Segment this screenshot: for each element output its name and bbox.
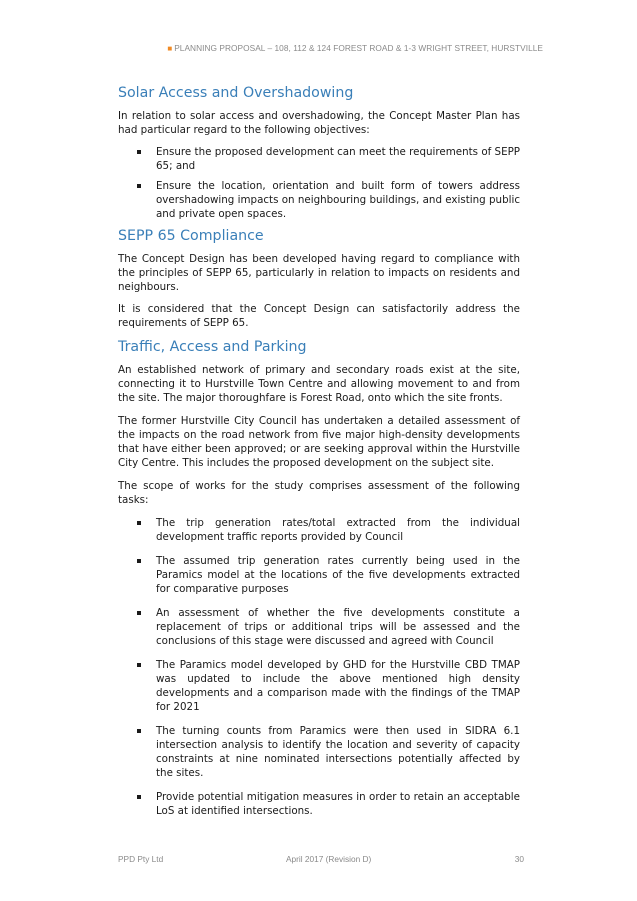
list-item-text: The Paramics model developed by GHD for the Hurstville CBD TMAP was updated to include the above mentioned high density developments and a comparison made with the findings of the TMAP for 2021 [156, 659, 520, 713]
section-heading-traffic: Traffic, Access and Parking [118, 339, 307, 355]
section-heading-solar: Solar Access and Overshadowing [118, 85, 354, 101]
list-item [118, 658, 520, 714]
footer-company: PPD Pty Ltd [118, 854, 164, 864]
sepp-paragraph: The Concept Design has been developed having regard to compliance with the principles of SEPP 65, particularly in relation to impacts on residents and neighbours. [118, 253, 520, 293]
page-footer [118, 854, 524, 866]
square-bullet-icon [137, 729, 141, 733]
traffic-paragraph: The former Hurstville City Council has undertaken a detailed assessment of the impacts on the road network from five major high-density developments that have either been approved; or are seeking approval within the Hurstville City Centre. This includes the proposed development on the subject site. [118, 415, 520, 469]
solar-intro-paragraph: In relation to solar access and overshadowing, the Concept Master Plan has had particular regard to the following objectives: [118, 110, 520, 136]
section-sepp65 [118, 227, 520, 330]
section-traffic [118, 338, 520, 818]
list-item [118, 724, 520, 780]
list-item [118, 179, 520, 221]
list-item-text: Provide potential mitigation measures in order to retain an acceptable LoS at identified intersections. [156, 791, 520, 817]
list-item-text: An assessment of whether the five developments constitute a replacement of trips or additional trips will be assessed and the conclusions of this stage were discussed and agreed with Council [156, 607, 520, 647]
section-solar-access [118, 84, 520, 221]
header-text: PLANNING PROPOSAL – 108, 112 & 124 FOREST ROAD & 1-3 WRIGHT STREET, HURSTVILLE [174, 43, 543, 53]
solar-objectives-list [118, 145, 520, 221]
list-item [118, 554, 520, 596]
running-header [0, 43, 543, 53]
list-item [118, 606, 520, 648]
footer-date: April 2017 (Revision D) [286, 854, 372, 864]
list-item-text: Ensure the proposed development can meet the requirements of SEPP 65; and [156, 146, 520, 172]
traffic-paragraph: The scope of works for the study comprises assessment of the following tasks: [118, 480, 520, 506]
header-marker-icon: ■ [167, 44, 173, 53]
page-content [118, 84, 520, 828]
square-bullet-icon [137, 559, 141, 563]
sepp-paragraph: It is considered that the Concept Design can satisfactorily address the requirements of SEPP 65. [118, 303, 520, 329]
list-item [118, 790, 520, 818]
list-item-text: The assumed trip generation rates currently being used in the Paramics model at the locations of the five developments extracted for comparative purposes [156, 555, 520, 595]
page-number: 30 [514, 854, 524, 864]
square-bullet-icon [137, 795, 141, 799]
square-bullet-icon [137, 521, 141, 525]
list-item [118, 145, 520, 173]
traffic-tasks-list [118, 516, 520, 818]
square-bullet-icon [137, 150, 141, 154]
list-item [118, 516, 520, 544]
square-bullet-icon [137, 611, 141, 615]
square-bullet-icon [137, 184, 141, 188]
list-item-text: The turning counts from Paramics were then used in SIDRA 6.1 intersection analysis to identify the location and severity of capacity constraints at nine nominated intersections potentially affected by the sites. [156, 725, 520, 779]
traffic-paragraph: An established network of primary and secondary roads exist at the site, connecting it to Hurstville Town Centre and allowing movement to and from the site. The major thoroughfare is Forest Road, onto which the site fronts. [118, 364, 520, 404]
square-bullet-icon [137, 663, 141, 667]
section-heading-sepp: SEPP 65 Compliance [118, 228, 264, 244]
list-item-text: Ensure the location, orientation and built form of towers address overshadowing impacts on neighbouring buildings, and existing public and private open spaces. [156, 180, 520, 220]
list-item-text: The trip generation rates/total extracted from the individual development traffic reports provided by Council [156, 517, 520, 543]
